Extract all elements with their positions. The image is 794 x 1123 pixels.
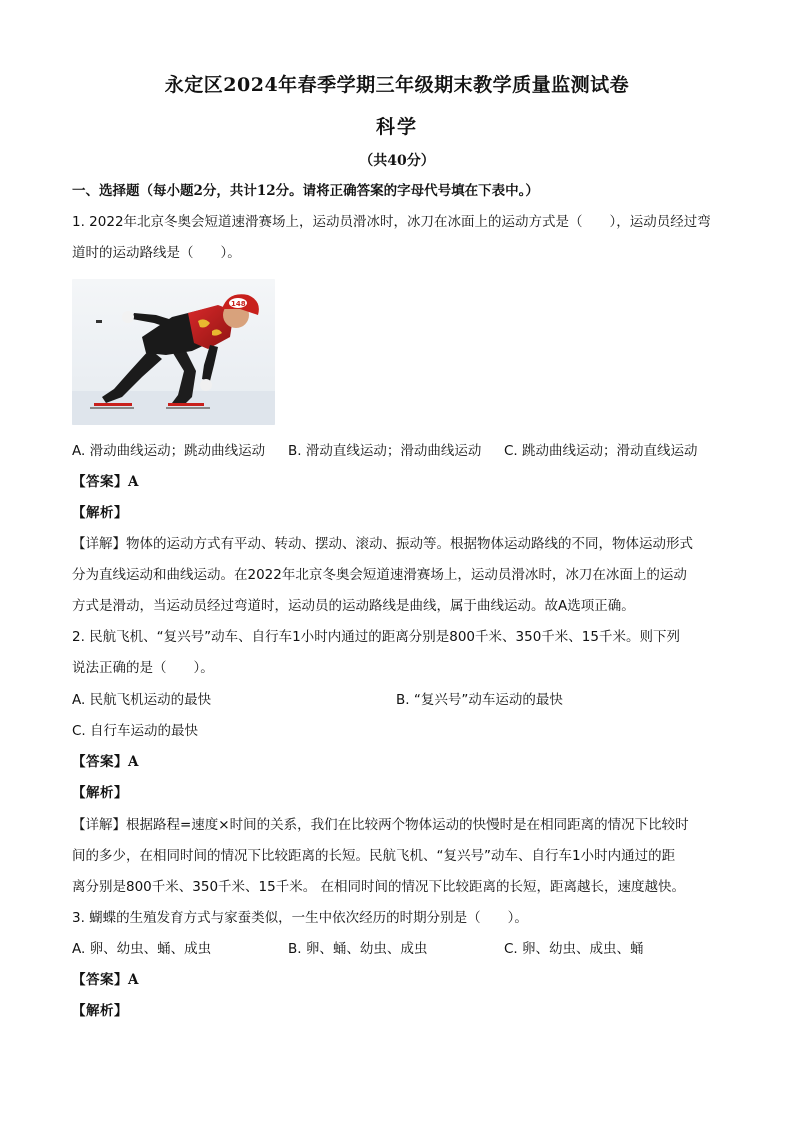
q2-option-c[interactable]: C. 自行车运动的最快 <box>72 723 199 739</box>
q2-text-line2: 说法正确的是（ ）。 <box>72 660 214 676</box>
q1-option-b[interactable]: B. 滑动直线运动；滑动曲线运动 <box>288 443 482 459</box>
subject-title: 科学 <box>375 116 418 138</box>
q1-text-line2: 道时的运动路线是（ ）。 <box>72 245 241 261</box>
q2-detail-line2: 间的多少，在相同时间的情况下比较距离的长短。民航飞机、“复兴号”动车、自行车1小时内通过的距 <box>72 848 676 864</box>
q2-detail-line3: 离分别是800千米、350千米、15千米。 在相同时间的情况下比较距离的长短，距离越长，速度越快。 <box>72 879 686 895</box>
q1-option-a[interactable]: A. 滑动曲线运动；跳动曲线运动 <box>72 443 266 459</box>
q3-option-a[interactable]: A. 卵、幼虫、蛹、成虫 <box>72 941 212 957</box>
total-score: （共40分） <box>359 153 435 169</box>
q1-detail-line1: 【详解】物体的运动方式有平动、转动、摆动、滚动、振动等。根据物体运动路线的不同，物体运动形式 <box>72 536 693 552</box>
q2-text-line1: 2. 民航飞机、“复兴号”动车、自行车1小时内通过的距离分别是800千米、350千米、15千米。则下列 <box>72 629 680 645</box>
q3-text-line1: 3. 蝴蝶的生殖发育方式与家蚕类似，一生中依次经历的时期分别是（ ）。 <box>72 910 528 926</box>
q1-text-line1: 1. 2022年北京冬奥会短道速滑赛场上，运动员滑冰时，冰刀在冰面上的运动方式是（ ），运动员经过弯 <box>72 214 711 230</box>
q1-detail-line3: 方式是滑动，当运动员经过弯道时，运动员的运动路线是曲线，属于曲线运动。故A选项正确。 <box>72 598 635 614</box>
q3-options <box>72 939 732 959</box>
q2-detail-line1: 【详解】根据路程=速度×时间的关系，我们在比较两个物体运动的快慢时是在相同距离的情况下比较时 <box>72 817 689 833</box>
q2-option-a[interactable]: A. 民航飞机运动的最快 <box>72 692 212 708</box>
q2-option-b[interactable]: B. “复兴号”动车运动的最快 <box>396 692 563 708</box>
exam-title: 永定区2024年春季学期三年级期末教学质量监测试卷 <box>164 74 630 96</box>
speed-skater-image <box>72 279 275 425</box>
q3-option-c[interactable]: C. 卵、幼虫、成虫、蛹 <box>504 941 644 957</box>
q3-option-b[interactable]: B. 卵、蛹、幼虫、成虫 <box>288 941 428 957</box>
helmet-number: 148 <box>231 300 246 308</box>
q3-answer: 【答案】A <box>72 972 139 988</box>
q1-detail-line2: 分为直线运动和曲线运动。在2022年北京冬奥会短道速滑赛场上，运动员滑冰时，冰刀在冰面上的运动 <box>72 567 687 583</box>
q1-answer: 【答案】A <box>72 474 139 490</box>
q2-answer: 【答案】A <box>72 754 139 770</box>
section-heading: 一、选择题（每小题2分，共计12分。请将正确答案的字母代号填在下表中。） <box>72 183 539 199</box>
q2-options-row1 <box>72 690 732 710</box>
q1-option-c[interactable]: C. 跳动曲线运动；滑动直线运动 <box>504 443 698 459</box>
q3-analysis-label: 【解析】 <box>72 1003 128 1019</box>
q1-options <box>72 441 732 461</box>
q1-analysis-label: 【解析】 <box>72 505 128 521</box>
q2-analysis-label: 【解析】 <box>72 785 128 801</box>
q2-options-row2 <box>72 721 732 741</box>
